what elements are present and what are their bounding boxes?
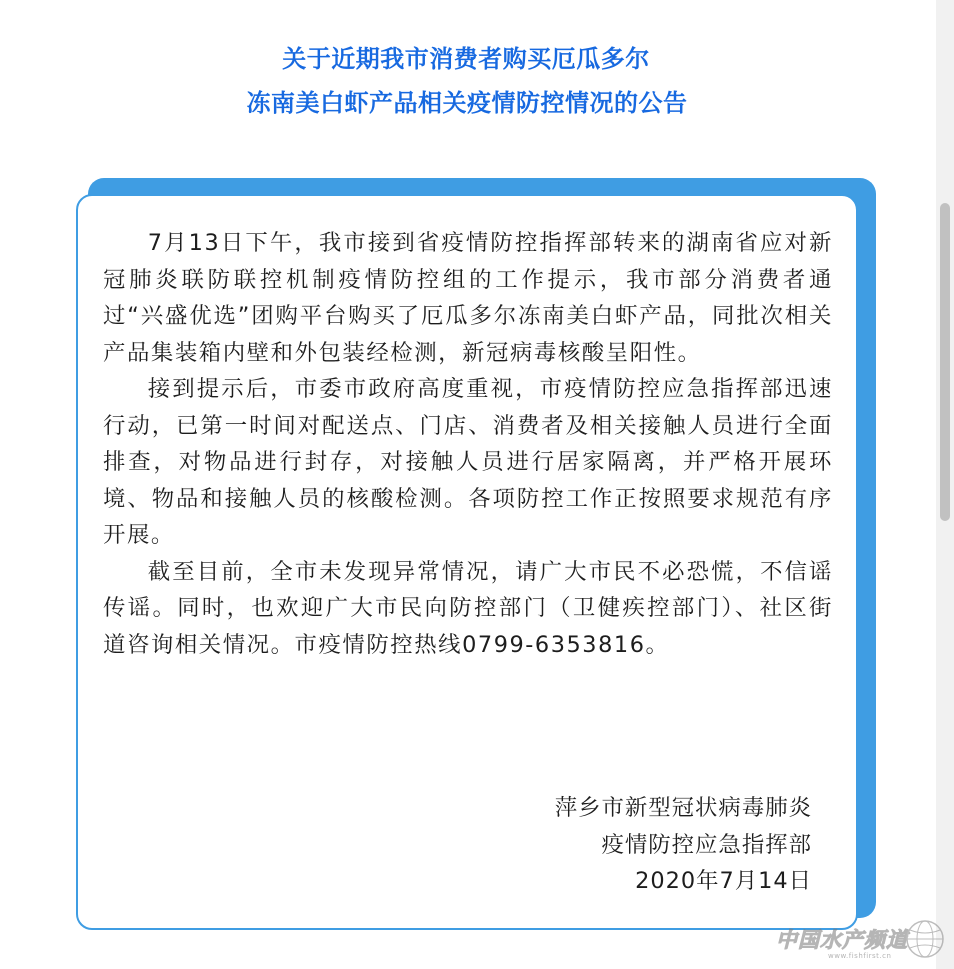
signature-org-line-1: 萍乡市新型冠状病毒肺炎	[554, 795, 812, 821]
scrollbar-thumb[interactable]	[940, 203, 950, 521]
signature-block	[555, 790, 812, 900]
announcement-body	[103, 225, 833, 663]
watermark-text: 中国水产频道	[776, 927, 908, 952]
globe-icon	[904, 918, 946, 960]
signature-date: 2020年7月14日	[635, 868, 812, 894]
paragraph-2: 接到提示后，市委市政府高度重视，市疫情防控应急指挥部迅速行动，已第一时间对配送点、门店、消费者及相关接触人员进行全面排查，对物品进行封存，对接触人员进行居家隔离，并严格开展环境、物品和接触人员的核酸检测。各项防控工作正按照要求规范有序开展。	[103, 376, 833, 548]
signature-org-line-2: 疫情防控应急指挥部	[601, 831, 812, 858]
title-line-2: 冻南美白虾产品相关疫情防控情况的公告	[246, 89, 688, 117]
watermark	[776, 918, 948, 966]
paragraph-1: 7月13日下午，我市接到省疫情防控指挥部转来的湖南省应对新冠肺炎联防联控机制疫情防控组的工作提示，我市部分消费者通过“兴盛优选”团购平台购买了厄瓜多尔冻南美白虾产品，同批次相关产品集装箱内壁和外包装经检测，新冠病毒核酸呈阳性。	[103, 230, 833, 366]
title-line-1: 关于近期我市消费者购买厄瓜多尔	[282, 45, 650, 73]
paragraph-3: 截至目前，全市未发现异常情况，请广大市民不必恐慌，不信谣传谣。同时，也欢迎广大市民向防控部门（卫健疾控部门）、社区街道咨询相关情况。市疫情防控热线0799-6353816。	[103, 558, 833, 658]
watermark-url: www.fishfirst.cn	[828, 952, 892, 960]
